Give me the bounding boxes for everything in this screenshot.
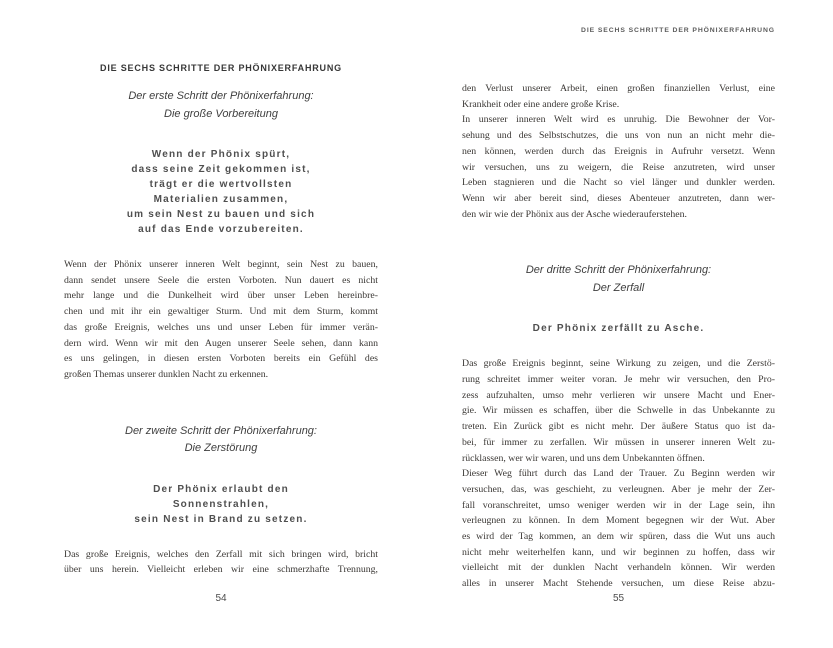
text-line: chen und mit ihr ein gewaltiger Sturm. Und mit dem Sturm, kommt	[64, 306, 378, 318]
body-paragraph	[462, 356, 775, 592]
text-line: Wenn der Phönix spürt,	[151, 149, 291, 160]
text-line: nen können, werden durch das Ereignis in Aufruhr versetzt. Wenn	[462, 145, 775, 157]
text-line: Die große Vorbereitung	[164, 107, 278, 120]
text-line: fall voranschreitet, umso weniger werden wir in der Lage sein, ihn	[462, 499, 775, 511]
text-line: den Verlust unserer Arbeit, einen großen finanziellen Verlust, eine	[462, 83, 775, 94]
text-line: das große Ereignis, welches uns und unser Leben für immer verän-	[64, 321, 378, 333]
text-line: bei, für immer zu zerfallen. Wir müssen in unserer inneren Welt zu-	[462, 436, 775, 448]
text-line: trägt er die wertvollsten	[149, 179, 293, 190]
poem-verse	[64, 482, 378, 527]
running-head: DIE SECHS SCHRITTE DER PHÖNIXERFAHRUNG	[581, 27, 775, 34]
text-line: verleugnen zu können. In dem Moment begegnen wir der Wut. Aber	[462, 515, 775, 527]
section-subtitle-step-one	[64, 88, 378, 123]
page-right	[462, 0, 775, 648]
text-line: es uns gelingen, in diesen ersten Vorboten bereits ein Gefühl des	[64, 353, 378, 365]
text-line: dass seine Zeit gekommen ist,	[131, 164, 311, 175]
text-line: den wir wie der Phönix aus der Asche wiederauferstehen.	[462, 208, 687, 220]
text-line: Die Zerstörung	[184, 442, 258, 455]
text-line: nicht mehr weiterhelfen kann, und wir beginnen zu hoffen, dass wir	[462, 546, 775, 558]
text-line: Das große Ereignis, welches den Zerfall mit sich bringen wird, bricht	[64, 548, 378, 560]
chapter-heading	[64, 61, 378, 75]
page-number-right: 55	[612, 593, 625, 604]
text-line: großen Themas unserer dunklen Nacht zu erkennen.	[64, 368, 269, 380]
text-line: über uns herein. Vielleicht erleben wir eine schmerzhafte Trennung,	[64, 564, 378, 576]
text-line: Wenn der Phönix unserer inneren Welt beginnt, sein Nest zu bauen,	[64, 259, 378, 270]
body-paragraph	[64, 257, 378, 383]
text-line: Dieser Weg führt durch das Land der Trauer. Zu Beginn werden wir	[462, 468, 775, 480]
text-line: Der Phönix zerfällt zu Asche.	[532, 323, 705, 335]
page-left-content	[64, 0, 378, 578]
body-paragraph	[64, 547, 378, 578]
text-line: gie. Wir müssen es schaffen, über die Schwelle in das Unbekannte zu	[462, 405, 775, 417]
text-line: wir versuchen, uns zu weigern, die Reise anzutreten, wird unser	[462, 161, 775, 173]
text-line: DIE SECHS SCHRITTE DER PHÖNIXERFAHRUNG	[100, 63, 342, 73]
poem-verse	[64, 147, 378, 237]
text-line: mehr lange und die Dunkelheit wird über unser Leben hereinbre-	[64, 290, 378, 302]
text-line: auf das Ende vorzubereiten.	[138, 224, 304, 235]
text-line: Wenn wir aber bereit sind, dieses Abenteuer anzutreten, dann wer-	[462, 192, 775, 204]
text-line: Leben stagnieren und die Nacht so viel länger und dunkler werden.	[462, 177, 775, 189]
page-left	[64, 0, 378, 648]
text-line: dern wird. Wenn wir mit den Augen unserer Seele sehen, dann kann	[64, 337, 378, 349]
text-line: Materialien zusammen,	[153, 194, 289, 205]
text-line: Sonnenstrahlen,	[172, 498, 270, 510]
text-line: treten. Ein Zurück gibt es nicht mehr. Der äußere Status quo ist da-	[462, 421, 775, 433]
text-line: Der Phönix erlaubt den	[153, 483, 289, 495]
text-line: um sein Nest zu bauen und sich	[126, 209, 316, 220]
text-line: sein Nest in Brand zu setzen.	[134, 513, 308, 525]
text-line: Der erste Schritt der Phönixerfahrung:	[128, 90, 314, 102]
text-line: rung schreitet immer weiter voran. Je mehr wir versuchen, den Pro-	[462, 374, 775, 386]
page-right-content	[462, 0, 775, 592]
text-line: Der Zerfall	[592, 281, 645, 294]
text-line: Der zweite Schritt der Phönixerfahrung:	[125, 424, 317, 437]
text-line: vielleicht mit der dunklen Nacht verhandeln können. Wir werden	[462, 562, 775, 574]
text-line: In unserer inneren Welt wird es unruhig. Die Bewohner der Vor-	[462, 114, 775, 126]
text-line: zess aufzuhalten, umso mehr verlieren wir unsere Macht und Ener-	[462, 389, 775, 401]
text-line: Das große Ereignis beginnt, seine Wirkung zu zeigen, und die Zerstö-	[462, 358, 775, 370]
poem-verse	[462, 321, 775, 336]
body-paragraph	[462, 81, 775, 222]
text-line: alles in unserer Macht Stehende versuchen, um diese Reise abzu-	[462, 578, 775, 590]
text-line: dann sendet unsere Seele die ersten Vorboten. Nun dauert es nicht	[64, 274, 378, 286]
text-line: Krankheit oder eine andere große Krise.	[462, 98, 620, 110]
text-line: Der dritte Schritt der Phönixerfahrung:	[525, 264, 712, 277]
text-line: rücklassen, wer wir waren, und uns dem Unbekannten öffnen.	[462, 452, 705, 464]
section-subtitle-step-two	[64, 423, 378, 458]
text-line: es wird der Tag kommen, an dem wir spüren, dass die Wut uns auch	[462, 531, 775, 543]
page-number-left: 54	[215, 593, 227, 604]
section-subtitle-step-three	[462, 262, 775, 297]
text-line: versuchen, das, was geschieht, zu verleugnen. Aber je mehr der Zer-	[462, 483, 775, 495]
text-line: sehung und des Selbstschutzes, die uns von nun an nicht mehr die-	[462, 130, 775, 142]
